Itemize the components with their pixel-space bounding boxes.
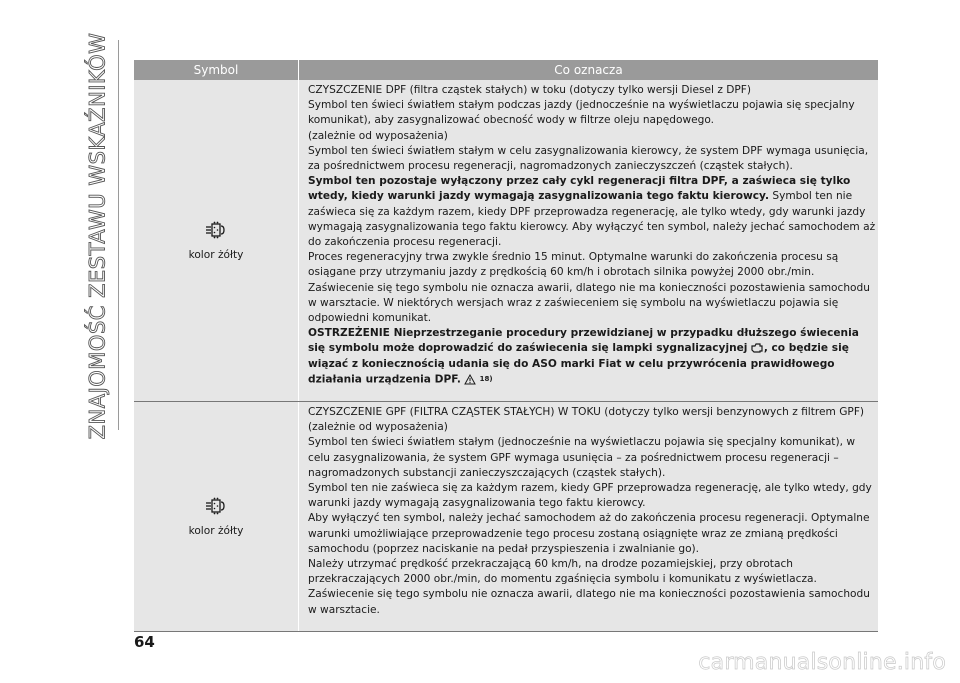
description-text: Proces regeneracyjny trwa zwykle średnio 15 minut. Optymalne warunki do zakończenia procesu są osiągane przy utrzymaniu jazdy z prędkością 60 km/h i obrotach silnika powyżej 2000 obr./min. [308,251,839,279]
section-side-title-text: ZNAJOMOŚĆ ZESTAWU WSKAŹNIKÓW [85,32,110,440]
description-text: Symbol ten nie zaświeca się za każdym razem, kiedy DPF przeprowadza regenerację, ale tylko wtedy, gdy warunki jazdy wymagają zasygnalizowania tego faktu kierowcy. Aby wyłączyć ten symbol, należy jechać samochodem aż do zakończenia procesu regeneracji. [308,190,876,249]
header-symbol: Symbol [134,60,299,80]
dpf-filter-icon [205,221,227,239]
warning-text: OSTRZEŻENIE Nieprzestrzeganie procedury przewidzianej w przypadku dłuższego świecenia się symbolu może doprowadzić do zaświecenia się lampki sygnalizacyjnej [308,327,859,355]
description-text: CZYSZCZENIE DPF (filtra cząstek stałych) w toku (dotyczy tylko wersji Diesel z DPF) [308,84,752,96]
color-label: kolor żółty [188,248,244,261]
description-text: CZYSZCZENIE GPF (FILTRA CZĄSTEK STAŁYCH) W TOKU (dotyczy tylko wersji benzynowych z filtrem GPF) [308,406,865,418]
table-header-row [134,60,878,80]
description-text: Zaświecenie się tego symbolu nie oznacza awarii, dlatego nie ma konieczności pozostawienia samochodu w warsztacie. W niektórych wersjach wraz z zaświeceniem się symbolu na wyświetlaczu pojawia się odpowiedni komunikat. [308,281,870,325]
engine-warning-icon [751,343,764,353]
description-text: Symbol ten świeci światłem stałym (jednocześnie na wyświetlaczu pojawia się specjalny komunikat), w celu zasygnalizowania, że system GPF wymaga usunięcia – za pośrednictwem procesu regeneracji – nagromadzonych substancji zanieczyszczających (cząstek stałych). [308,436,855,479]
symbol-cell [134,80,299,402]
side-divider [118,40,119,430]
description-text: Symbol ten świeci światłem stałym podczas jazdy (jednocześnie na wyświetlaczu pojawia się specjalny komunikat), aby zasygnalizować obecność wody w filtrze oleju napędowego. [308,99,855,127]
warning-paragraph [308,326,876,387]
description-text: Symbol ten świeci światłem stałym w celu zasygnalizowania kierowcy, że system DPF wymaga usunięcia, za pośrednictwem procesu regeneracji, nagromadzonych zanieczyszczeń (cząstek stałych). [308,144,869,173]
table-row [134,402,878,632]
symbol-table [134,60,878,632]
note-reference: 18) [479,374,493,383]
symbol-cell [134,402,299,632]
description-text: Należy utrzymać prędkość przekraczającą 60 km/h, na drodze pozamiejskiej, przy obrotach przekraczających 2000 obr./min, do momentu zgaśnięcia symbolu i komunikatu z wyświetlacza. [308,558,817,586]
header-meaning: Co oznacza [299,60,879,80]
warning-triangle-icon [464,374,476,385]
description-text: Zaświecenie się tego symbolu nie oznacza awarii, dlatego nie ma konieczności pozostawienia samochodu w warsztacie. [308,588,870,616]
description-text: (zależnie od wyposażenia) [308,421,448,434]
gpf-filter-icon [205,497,227,515]
description-text: Symbol ten nie zaświeca się za każdym razem, kiedy GPF przeprowadza regenerację, ale tylko wtedy, gdy warunki jazdy wymagają zasygnalizowania tego faktu kierowcy. [308,482,872,510]
description-cell [299,80,879,402]
warning-text: , co będzie się wiązać z koniecznością udania się do ASO marki Fiat w celu przywrócenia prawidłowego działania urządzenia DPF. [308,342,849,386]
description-text: Aby wyłączyć ten symbol, należy jechać samochodem aż do zakończenia procesu regeneracji. Optymalne warunki umożliwiające przeprowadzenie tego procesu zostaną osiągnięte wraz ze zmianą prędkości samochodu (poprzez naciskanie na pedał przyspieszenia i zwalnianie go). [308,512,870,555]
description-cell [299,402,879,632]
section-side-title [80,32,115,440]
description-text: (zależnie od wyposażenia) [308,129,448,142]
watermark: carmanualsonline.info [698,650,946,675]
table-row [134,80,878,402]
bold-statement: Symbol ten pozostaje wyłączony przez cały cykl regeneracji filtra DPF, a zaświeca się tylko wtedy, kiedy warunki jazdy wymagają zasygnalizowania tego faktu kierowcy. [308,175,851,203]
description-paragraph [308,174,876,250]
color-label: kolor żółty [188,524,244,537]
page-number: 64 [134,633,155,651]
